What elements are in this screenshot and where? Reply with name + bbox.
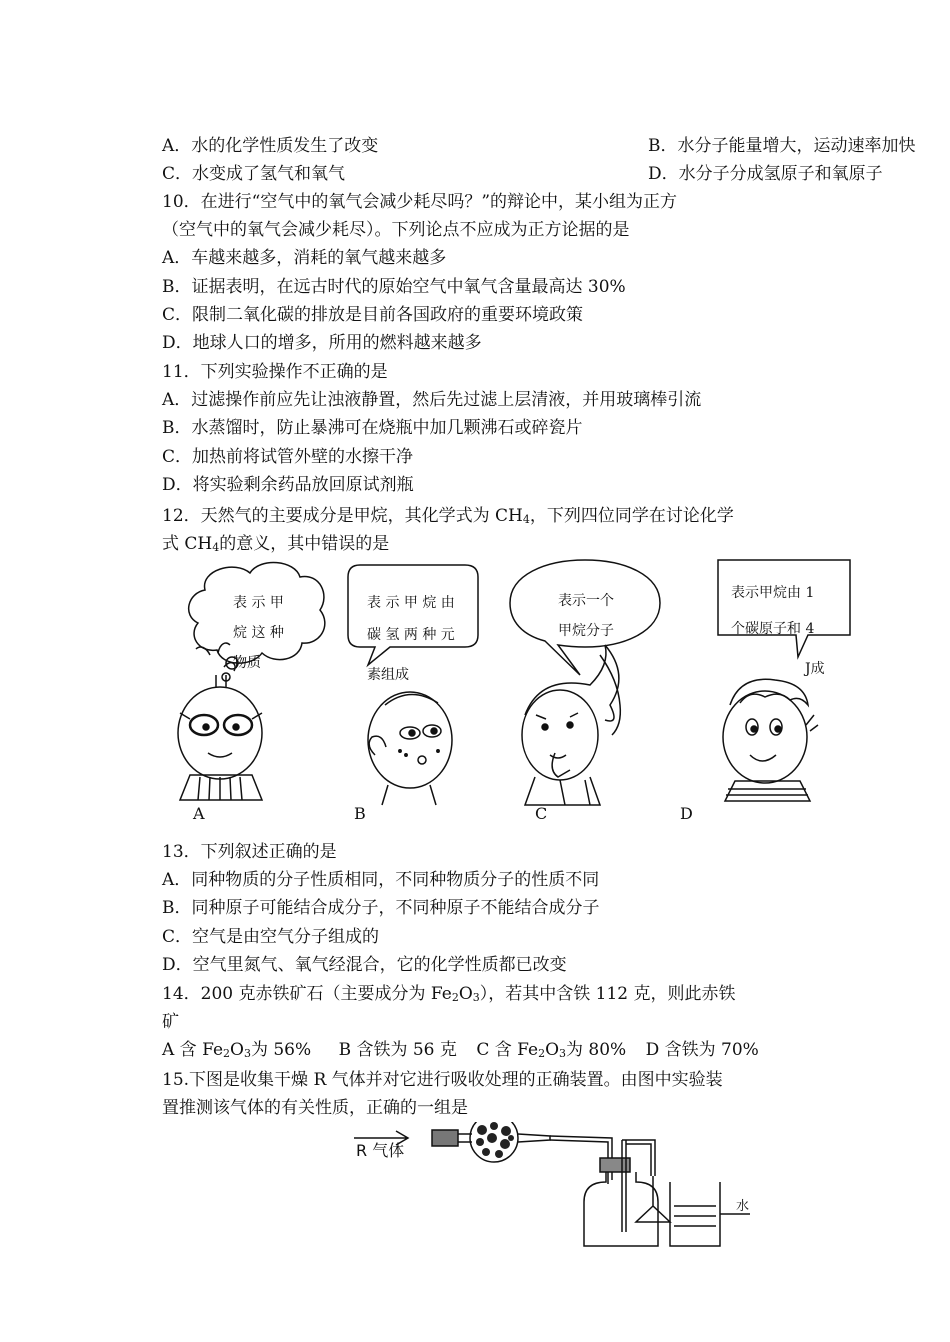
bubble-d-shape	[718, 560, 850, 657]
q10-stem-1: 10．在进行“空气中的氧气会减少耗尽吗？”的辩论中，某小组为正方	[162, 192, 678, 212]
q15-stem-2: 置推测该气体的有关性质，正确的一组是	[162, 1098, 468, 1118]
q14-stem-2: 矿	[162, 1012, 179, 1032]
q14-option-c-sub2: 2	[538, 1047, 546, 1060]
q14-option-c	[476, 1040, 626, 1060]
q14-sub-2: 2	[451, 991, 459, 1004]
q14-option-a-post: 为 56%	[250, 1040, 312, 1060]
q12-stem-1-pre: 12．天然气的主要成分是甲烷，其化学式为 CH	[162, 506, 523, 526]
bubble-c-line-2: 甲烷分子	[558, 623, 614, 639]
q11-option-a: A．过滤操作前应先让浊液静置，然后先过滤上层清液，并用玻璃棒引流	[162, 390, 702, 410]
q14-option-d: D 含铁为 70%	[645, 1040, 759, 1060]
q14-option-a	[162, 1040, 311, 1060]
q14-option-a-sub2: 2	[223, 1047, 231, 1060]
q9-option-c: C．水变成了氢气和氧气	[162, 164, 346, 184]
q13-option-c: C．空气是由空气分子组成的	[162, 927, 380, 947]
gas-label: R 气体	[356, 1141, 405, 1160]
q14-sub-3: 3	[472, 991, 480, 1004]
water-label: 水	[736, 1199, 750, 1214]
q12-stem-1	[162, 506, 734, 526]
q9-options-row2	[162, 164, 883, 184]
beaker	[670, 1182, 720, 1246]
q9-options-row1	[162, 136, 916, 156]
bubble-b-line-3: 素组成	[367, 667, 409, 683]
q11-option-c: C．加热前将试管外壁的水擦干净	[162, 447, 414, 467]
drying-tube-stopper	[432, 1130, 458, 1146]
q14-options	[162, 1040, 759, 1060]
cartoon-label-d: D	[680, 804, 693, 823]
q12-cartoon-figure	[160, 555, 860, 845]
child-d-drawing	[723, 679, 818, 801]
bubble-a-line-1: 表 示 甲	[233, 595, 284, 611]
cartoon-label-b: B	[354, 804, 366, 823]
q12-stem-1-post: ，下列四位同学在讨论化学	[529, 506, 734, 526]
bubble-d-line-3: J成	[805, 661, 825, 677]
child-b-drawing	[368, 692, 452, 805]
bubble-d-line-2: 个碳原子和 4	[731, 621, 815, 637]
q9-option-d: D．水分子分成氢原子和氧原子	[648, 164, 883, 184]
q14-option-b: B 含铁为 56 克	[338, 1040, 457, 1060]
q12-stem-1-sub: 4	[522, 513, 530, 526]
q15-stem-1: 15.下图是收集干燥 R 气体并对它进行吸收处理的正确装置。由图中实验装	[162, 1070, 723, 1090]
q9-option-a: A．水的化学性质发生了改变	[162, 136, 379, 156]
q12-stem-2-post: 的意义，其中错误的是	[219, 534, 390, 554]
q11-option-d: D．将实验剩余药品放回原试剂瓶	[162, 475, 414, 495]
q14-option-c-sub3: 3	[559, 1047, 566, 1060]
bubble-a-line-3: 物质	[233, 655, 261, 671]
q10-option-b: B．证据表明，在远古时代的原始空气中氧气含量最高达 30%	[162, 277, 626, 297]
q13-option-b: B．同种原子可能结合成分子，不同种原子不能结合成分子	[162, 898, 600, 918]
q11-stem: 11．下列实验操作不正确的是	[162, 362, 388, 382]
cartoon-label-c: C	[535, 804, 548, 823]
q14-stem-1	[162, 984, 736, 1004]
q14-stem-post: ），若其中含铁 112 克，则此赤铁	[479, 984, 736, 1004]
cartoon-label-a: A	[193, 804, 205, 823]
q15-apparatus-figure	[340, 1122, 780, 1252]
q13-option-a: A．同种物质的分子性质相同，不同种物质分子的性质不同	[162, 870, 600, 890]
bubble-b-line-1: 表 示 甲 烷 由	[367, 595, 455, 611]
q12-stem-2	[162, 534, 389, 554]
bubble-a-line-2: 烷 这 种	[233, 625, 284, 641]
q13-stem: 13．下列叙述正确的是	[162, 842, 337, 862]
q12-stem-2-pre: 式 CH	[162, 534, 213, 554]
bubble-d-line-1: 表示甲烷由 1	[731, 585, 815, 601]
bubble-c-shape	[510, 560, 660, 675]
q14-oxygen: O	[458, 984, 473, 1004]
q11-option-b: B．水蒸馏时，防止暴沸可在烧瓶中加几颗沸石或碎瓷片	[162, 418, 583, 438]
q14-option-a-sub3: 3	[243, 1047, 251, 1060]
q10-option-a: A．车越来越多，消耗的氧气越来越多	[162, 248, 447, 268]
q10-option-c: C．限制二氧化碳的排放是目前各国政府的重要环境政策	[162, 305, 584, 325]
q10-stem-2: （空气中的氧气会减少耗尽）。下列论点不应成为正方论据的是	[162, 220, 630, 240]
q10-option-d: D．地球人口的增多，所用的燃料越来越多	[162, 333, 482, 353]
child-c-drawing	[522, 645, 620, 805]
q14-option-a-o: O	[230, 1040, 244, 1060]
bubble-c-line-1: 表示一个	[558, 593, 614, 609]
bubble-b-shape	[348, 565, 478, 665]
q14-option-c-post: 为 80%	[566, 1040, 627, 1060]
q12-stem-2-sub: 4	[212, 541, 220, 554]
q14-stem-pre: 14．200 克赤铁矿石（主要成分为 Fe	[162, 984, 452, 1004]
q9-option-b: B．水分子能量增大，运动速率加快	[648, 136, 916, 156]
collecting-bottle	[584, 1172, 658, 1246]
q13-option-d: D．空气里氮气、氧气经混合，它的化学性质都已改变	[162, 955, 567, 975]
bubble-a-cloud	[189, 562, 325, 663]
q14-option-c-pre: C 含 Fe	[476, 1040, 539, 1060]
q14-option-c-o: O	[545, 1040, 559, 1060]
bubble-b-line-2: 碳 氢 两 种 元	[367, 627, 455, 643]
q14-option-a-pre: A 含 Fe	[162, 1040, 224, 1060]
